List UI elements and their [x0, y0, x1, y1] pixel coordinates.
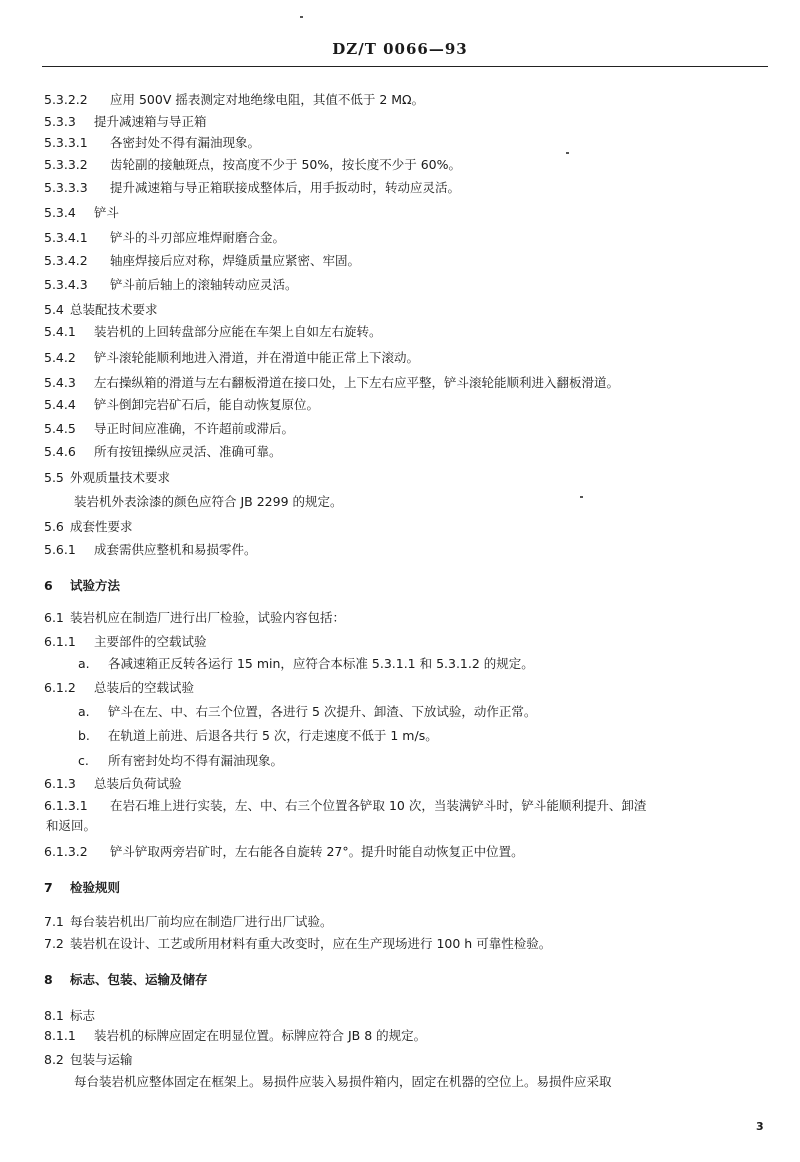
clause-number: 5.4 [44, 302, 64, 317]
clause-text: 总装后负荷试验 [94, 776, 182, 791]
clause-number: 5.3.3 [44, 114, 76, 129]
clause-text: 铲斗的斗刃部应堆焊耐磨合金。 [110, 230, 286, 245]
clause-number: 5.5 [44, 470, 64, 485]
clause-text: 和返回。 [46, 818, 97, 833]
clause-number: 5.4.5 [44, 421, 76, 436]
clause-text: 所有密封处均不得有漏油现象。 [108, 753, 284, 768]
clause-line [78, 753, 283, 769]
clause-number: 5.3.3.2 [44, 157, 88, 172]
clause-number: 6.1.3.1 [44, 798, 88, 813]
page-number: 3 [756, 1120, 764, 1133]
clause-text: 包装与运输 [70, 1052, 133, 1067]
clause-line [44, 350, 419, 366]
clause-text: 所有按钮操纵应灵活、准确可靠。 [94, 444, 282, 459]
clause-number: 5.3.4.3 [44, 277, 88, 292]
clause-text: 提升减速箱与导正箱联接成整体后，用手扳动时，转动应灵活。 [110, 180, 461, 195]
clause-number: c. [78, 753, 89, 768]
clause-text: 应用 500V 摇表测定对地绝缘电阻，其值不低于 2 MΩ。 [110, 92, 425, 107]
section-heading [44, 880, 120, 896]
clause-line [46, 818, 96, 834]
clause-line [44, 230, 285, 246]
scan-speck [580, 496, 583, 498]
clause-line [44, 542, 257, 558]
clause-number: 6 [44, 578, 53, 593]
clause-number: 5.3.4.2 [44, 253, 88, 268]
clause-text: 铲斗倒卸完岩矿石后，能自动恢复原位。 [94, 397, 320, 412]
header-rule [42, 66, 768, 67]
clause-line [44, 421, 294, 437]
clause-number: 5.3.4 [44, 205, 76, 220]
clause-number: 5.4.3 [44, 375, 76, 390]
clause-line [44, 914, 333, 930]
clause-text: 在岩石堆上进行实装，左、中、右三个位置各铲取 10 次，当装满铲斗时，铲斗能顺利提升、卸渣 [110, 798, 647, 813]
clause-number: 5.4.4 [44, 397, 76, 412]
clause-text: 试验方法 [70, 578, 121, 593]
clause-line [44, 397, 319, 413]
clause-number: 5.4.1 [44, 324, 76, 339]
clause-number: 6.1.3.2 [44, 844, 88, 859]
clause-text: 成套性要求 [70, 519, 133, 534]
clause-text: 提升减速箱与导正箱 [94, 114, 207, 129]
clause-line [44, 1052, 133, 1068]
clause-line [44, 1008, 95, 1024]
standard-code-header: DZ/T 0066—93 [332, 40, 468, 58]
clause-line [44, 253, 360, 269]
clause-text: 铲斗滚轮能顺利地进入滑道，并在滑道中能正常上下滚动。 [94, 350, 420, 365]
clause-number: 5.4.2 [44, 350, 76, 365]
clause-line [44, 844, 524, 860]
clause-text: 标志、包装、运输及储存 [70, 972, 208, 987]
clause-line [44, 302, 158, 318]
clause-number: 6.1.3 [44, 776, 76, 791]
clause-line [44, 519, 133, 535]
clause-text: 装岩机的上回转盘部分应能在车架上自如左右旋转。 [94, 324, 382, 339]
clause-line [44, 798, 646, 814]
clause-text: 铲斗 [94, 205, 120, 220]
clause-text: 标志 [70, 1008, 96, 1023]
clause-number: 7.2 [44, 936, 64, 951]
clause-number: b. [78, 728, 90, 743]
clause-line [78, 704, 536, 720]
clause-line [74, 494, 343, 510]
clause-line [44, 92, 424, 108]
clause-number: 5.6 [44, 519, 64, 534]
clause-text: 每台装岩机应整体固定在框架上。易损件应装入易损件箱内，固定在机器的空位上。易损件应采取 [74, 1074, 612, 1089]
clause-text: 轴座焊接后应对称，焊缝质量应紧密、牢固。 [110, 253, 361, 268]
clause-text: 齿轮副的接触斑点，按高度不少于 50%，按长度不少于 60%。 [110, 157, 462, 172]
clause-number: a. [78, 704, 90, 719]
clause-line [44, 157, 461, 173]
clause-number: 5.3.4.1 [44, 230, 88, 245]
clause-text: 装岩机外表涂漆的颜色应符合 JB 2299 的规定。 [74, 494, 343, 509]
clause-number: a. [78, 656, 90, 671]
clause-line [44, 205, 119, 221]
clause-text: 装岩机的标牌应固定在明显位置。标牌应符合 JB 8 的规定。 [94, 1028, 427, 1043]
clause-number: 5.3.2.2 [44, 92, 88, 107]
clause-number: 7 [44, 880, 53, 895]
clause-line [44, 470, 170, 486]
clause-text: 各减速箱正反转各运行 15 min，应符合本标准 5.3.1.1 和 5.3.1.2 的规定。 [108, 656, 534, 671]
section-heading [44, 972, 208, 988]
clause-text: 铲斗前后轴上的滚轴转动应灵活。 [110, 277, 298, 292]
scan-speck [566, 152, 569, 154]
clause-text: 在轨道上前进、后退各共行 5 次，行走速度不低于 1 m/s。 [108, 728, 438, 743]
clause-line [44, 324, 382, 340]
clause-number: 6.1.2 [44, 680, 76, 695]
clause-number: 5.6.1 [44, 542, 76, 557]
clause-text: 每台装岩机出厂前均应在制造厂进行出厂试验。 [70, 914, 333, 929]
clause-line [44, 634, 207, 650]
clause-line [44, 135, 260, 151]
clause-text: 装岩机应在制造厂进行出厂检验，试验内容包括： [70, 610, 346, 625]
clause-number: 5.3.3.1 [44, 135, 88, 150]
scan-speck [300, 16, 303, 18]
clause-number: 6.1.1 [44, 634, 76, 649]
clause-number: 8 [44, 972, 53, 987]
clause-line [44, 936, 551, 952]
clause-line [78, 656, 534, 672]
clause-number: 5.4.6 [44, 444, 76, 459]
clause-number: 5.3.3.3 [44, 180, 88, 195]
clause-text: 导正时间应准确，不许超前或滞后。 [94, 421, 295, 436]
clause-text: 各密封处不得有漏油现象。 [110, 135, 261, 150]
clause-number: 8.2 [44, 1052, 64, 1067]
clause-line [44, 444, 282, 460]
clause-line [44, 776, 182, 792]
clause-number: 8.1.1 [44, 1028, 76, 1043]
clause-number: 6.1 [44, 610, 64, 625]
clause-text: 检验规则 [70, 880, 121, 895]
clause-line [44, 277, 298, 293]
clause-line [44, 610, 345, 626]
clause-line [44, 114, 207, 130]
clause-line [74, 1074, 612, 1090]
section-heading [44, 578, 120, 594]
clause-text: 主要部件的空载试验 [94, 634, 207, 649]
clause-line [44, 180, 460, 196]
clause-line [44, 680, 194, 696]
clause-text: 成套需供应整机和易损零件。 [94, 542, 257, 557]
clause-text: 铲斗在左、中、右三个位置，各进行 5 次提升、卸渣、下放试验，动作正常。 [108, 704, 537, 719]
clause-line [44, 375, 619, 391]
clause-text: 装岩机在设计、工艺或所用材料有重大改变时，应在生产现场进行 100 h 可靠性检验。 [70, 936, 552, 951]
clause-line [44, 1028, 426, 1044]
clause-number: 8.1 [44, 1008, 64, 1023]
clause-line [78, 728, 438, 744]
clause-text: 总装后的空载试验 [94, 680, 195, 695]
clause-number: 7.1 [44, 914, 64, 929]
clause-text: 铲斗铲取两旁岩矿时，左右能各自旋转 27°。提升时能自动恢复正中位置。 [110, 844, 524, 859]
clause-text: 总装配技术要求 [70, 302, 158, 317]
clause-text: 左右操纵箱的滑道与左右翻板滑道在接口处，上下左右应平整，铲斗滚轮能顺利进入翻板滑道。 [94, 375, 620, 390]
clause-text: 外观质量技术要求 [70, 470, 171, 485]
